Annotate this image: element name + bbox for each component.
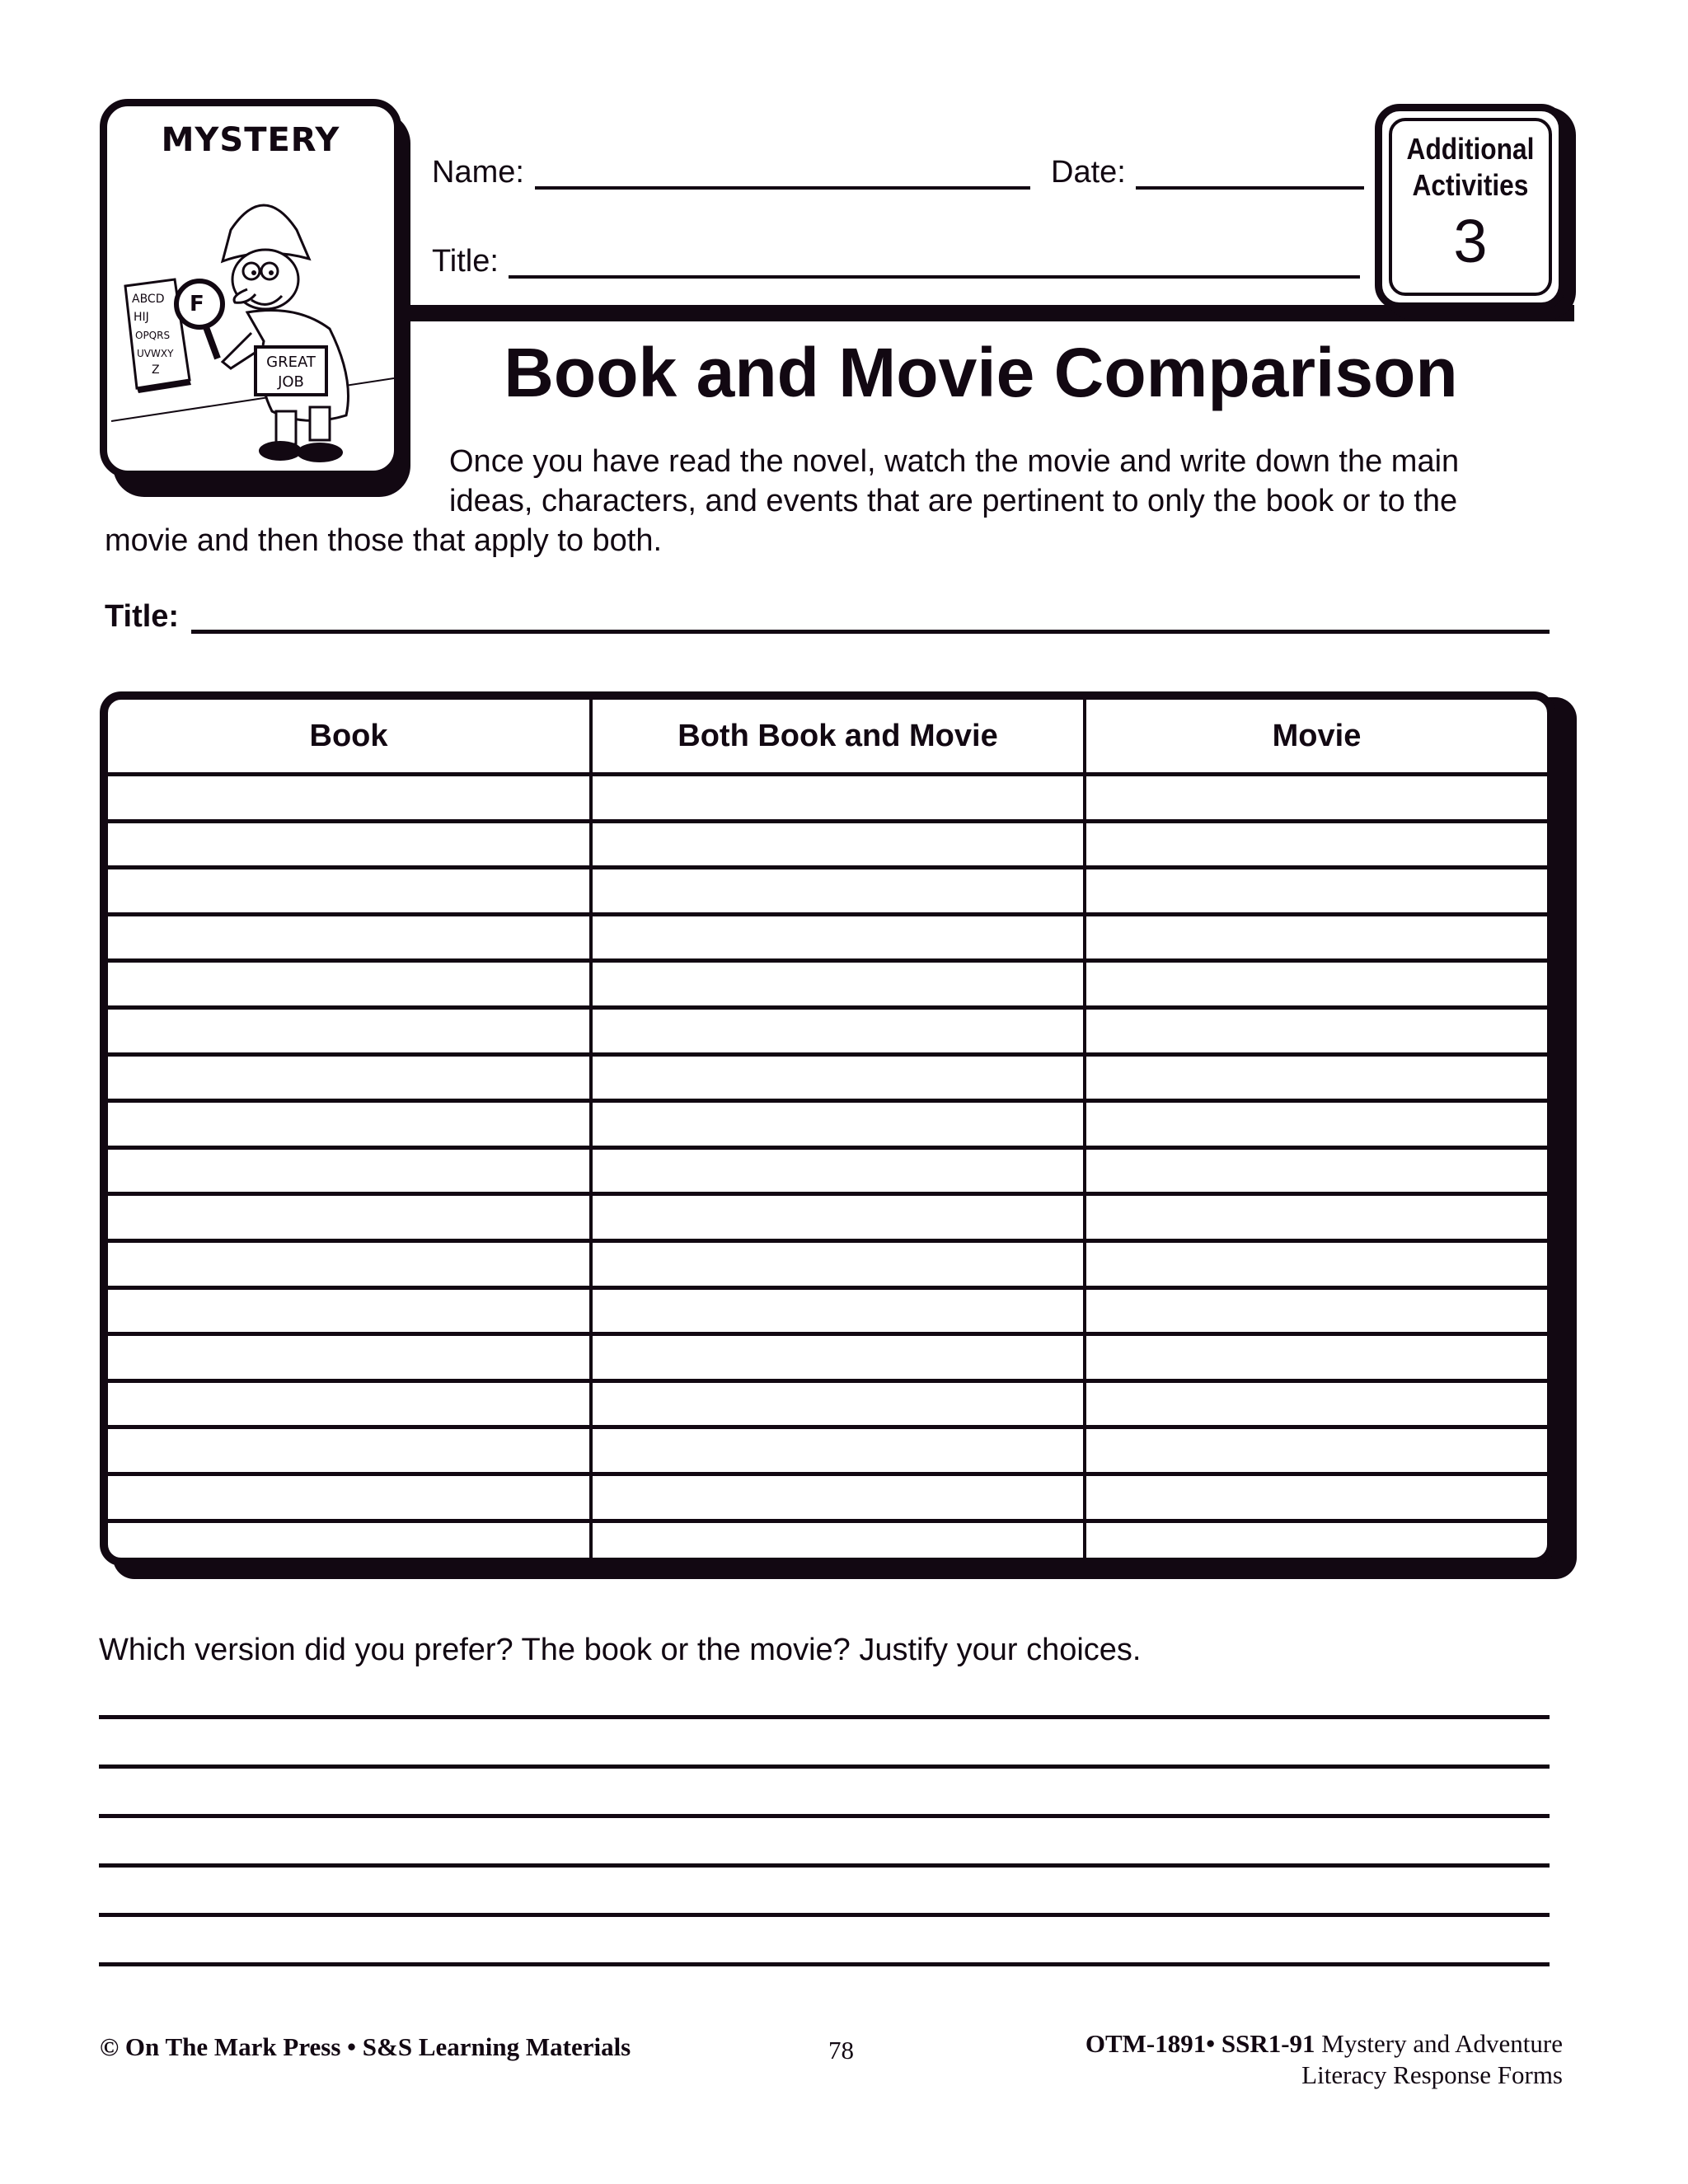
cell-book[interactable] xyxy=(108,963,593,1005)
svg-text:GREAT: GREAT xyxy=(266,354,316,371)
cell-both[interactable] xyxy=(593,963,1086,1005)
answer-line-6[interactable] xyxy=(99,1962,1550,1966)
preference-question: Which version did you prefer? The book or the movie? Justify your choices. xyxy=(99,1633,1142,1667)
cell-book[interactable] xyxy=(108,1476,593,1519)
cell-book[interactable] xyxy=(108,1383,593,1426)
activity-label-line2: Activities xyxy=(1412,168,1529,202)
date-field[interactable] xyxy=(1136,186,1364,190)
title-label: Title: xyxy=(432,244,499,279)
cell-both[interactable] xyxy=(593,1150,1086,1193)
footer-product-title-line1: Mystery and Adventure xyxy=(1321,2029,1563,2058)
cell-book[interactable] xyxy=(108,823,593,866)
category-label: MYSTERY xyxy=(161,121,340,159)
instructions-line1: Once you have read the novel, watch the movie and write down the main xyxy=(449,444,1460,479)
cell-book[interactable] xyxy=(108,776,593,819)
svg-text:Z: Z xyxy=(152,363,160,377)
cell-book[interactable] xyxy=(108,869,593,912)
table-row xyxy=(108,1383,1547,1430)
activity-label-line1: Additional xyxy=(1406,132,1535,166)
answer-line-4[interactable] xyxy=(99,1863,1550,1868)
detective-illustration-icon xyxy=(107,164,394,471)
cell-movie[interactable] xyxy=(1086,1290,1547,1333)
svg-text:F: F xyxy=(190,292,204,316)
cell-both[interactable] xyxy=(593,776,1086,819)
cell-both[interactable] xyxy=(593,916,1086,959)
cell-movie[interactable] xyxy=(1086,1476,1547,1519)
table-row xyxy=(108,1057,1547,1104)
cell-both[interactable] xyxy=(593,1290,1086,1333)
cell-both[interactable] xyxy=(593,823,1086,866)
cell-movie[interactable] xyxy=(1086,869,1547,912)
cell-both[interactable] xyxy=(593,1383,1086,1426)
table-header xyxy=(108,700,1547,776)
footer-product xyxy=(1085,2029,1563,2059)
table-row xyxy=(108,869,1547,916)
answer-line-1[interactable] xyxy=(99,1715,1550,1719)
cell-book[interactable] xyxy=(108,1523,593,1567)
cell-both[interactable] xyxy=(593,1336,1086,1379)
cell-movie[interactable] xyxy=(1086,1196,1547,1239)
svg-text:JOB: JOB xyxy=(278,373,304,391)
cell-both[interactable] xyxy=(593,1010,1086,1052)
mascot-card xyxy=(100,99,401,478)
cell-movie[interactable] xyxy=(1086,1010,1547,1052)
cell-both[interactable] xyxy=(593,1196,1086,1239)
cell-movie[interactable] xyxy=(1086,1429,1547,1472)
title-field[interactable] xyxy=(509,275,1360,279)
cell-both[interactable] xyxy=(593,1476,1086,1519)
table-row xyxy=(108,963,1547,1010)
footer-copyright: © On The Mark Press • S&S Learning Materials xyxy=(100,2032,631,2061)
comparison-table xyxy=(100,691,1555,1566)
svg-text:OPQRS: OPQRS xyxy=(135,330,171,341)
cell-movie[interactable] xyxy=(1086,1057,1547,1099)
cell-both[interactable] xyxy=(593,1429,1086,1472)
book-title-field[interactable] xyxy=(191,630,1550,634)
activity-box xyxy=(1375,104,1566,310)
table-row xyxy=(108,1103,1547,1150)
instructions-line3: movie and then those that apply to both. xyxy=(105,523,663,558)
svg-text:HIJ: HIJ xyxy=(134,311,149,324)
footer-product-code: OTM-1891• SSR1-91 xyxy=(1085,2029,1315,2058)
table-body xyxy=(108,776,1547,1558)
footer-product-title-line2: Literacy Response Forms xyxy=(1301,2060,1563,2089)
table-row xyxy=(108,916,1547,963)
cell-book[interactable] xyxy=(108,1336,593,1379)
table-row xyxy=(108,823,1547,870)
cell-both[interactable] xyxy=(593,1243,1086,1286)
cell-movie[interactable] xyxy=(1086,1103,1547,1146)
great-job-sign-icon xyxy=(256,347,326,395)
cell-book[interactable] xyxy=(108,1150,593,1193)
cell-movie[interactable] xyxy=(1086,916,1547,959)
column-header-both: Both Book and Movie xyxy=(593,700,1086,772)
cell-movie[interactable] xyxy=(1086,1243,1547,1286)
cell-book[interactable] xyxy=(108,1057,593,1099)
table-row xyxy=(108,1476,1547,1523)
cell-book[interactable] xyxy=(108,916,593,959)
name-field[interactable] xyxy=(535,186,1030,190)
cell-movie[interactable] xyxy=(1086,963,1547,1005)
name-label: Name: xyxy=(432,155,524,190)
cell-movie[interactable] xyxy=(1086,1523,1547,1567)
activity-box-inner xyxy=(1389,118,1552,296)
table-row xyxy=(108,1523,1547,1567)
table-row xyxy=(108,1290,1547,1337)
cell-movie[interactable] xyxy=(1086,776,1547,819)
table-row xyxy=(108,1336,1547,1383)
cell-both[interactable] xyxy=(593,1103,1086,1146)
date-label: Date: xyxy=(1051,155,1126,190)
table-row xyxy=(108,1196,1547,1243)
table-row xyxy=(108,1150,1547,1197)
activity-number: 3 xyxy=(1453,207,1488,275)
cell-movie[interactable] xyxy=(1086,823,1547,866)
cell-book[interactable] xyxy=(108,1010,593,1052)
cell-movie[interactable] xyxy=(1086,1336,1547,1379)
cell-book[interactable] xyxy=(108,1196,593,1239)
cell-book[interactable] xyxy=(108,1429,593,1472)
cell-movie[interactable] xyxy=(1086,1383,1547,1426)
answer-line-5[interactable] xyxy=(99,1913,1550,1917)
cell-both[interactable] xyxy=(593,1057,1086,1099)
table-row xyxy=(108,1010,1547,1057)
book-title-label: Title: xyxy=(105,599,180,634)
answer-line-3[interactable] xyxy=(99,1814,1550,1818)
cell-both[interactable] xyxy=(593,869,1086,912)
table-row xyxy=(108,1429,1547,1476)
column-header-movie: Movie xyxy=(1272,718,1362,753)
table-row xyxy=(108,1243,1547,1290)
cell-both[interactable] xyxy=(593,1523,1086,1567)
cell-movie[interactable] xyxy=(1086,1150,1547,1193)
instructions-line2: ideas, characters, and events that are pertinent to only the book or to the xyxy=(449,484,1458,518)
column-header-book: Book xyxy=(108,700,593,772)
page-title: Book and Movie Comparison xyxy=(504,334,1458,411)
answer-line-2[interactable] xyxy=(99,1765,1550,1769)
cell-book[interactable] xyxy=(108,1290,593,1333)
svg-text:ABCD: ABCD xyxy=(132,293,165,306)
cell-book[interactable] xyxy=(108,1243,593,1286)
table-row xyxy=(108,776,1547,823)
cell-book[interactable] xyxy=(108,1103,593,1146)
svg-text:UVWXY: UVWXY xyxy=(137,348,174,359)
footer-page-number: 78 xyxy=(828,2036,854,2064)
